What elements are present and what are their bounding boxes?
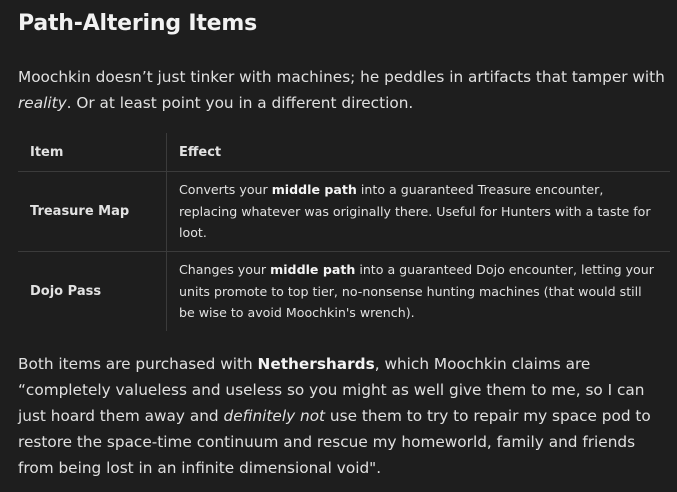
effect-text: into a guaranteed Treasure encounter, replacing whatever was originally there. Useful for Hunters with a taste for loot.	[179, 182, 651, 241]
header-effect: Effect	[167, 133, 671, 172]
outro-paragraph	[18, 351, 670, 481]
table-header-row	[18, 133, 670, 172]
intro-paragraph	[18, 64, 668, 116]
table-row	[18, 252, 670, 332]
outro-italic-phrase: definitely not	[223, 407, 326, 425]
item-name: Dojo Pass	[18, 252, 167, 332]
item-effect	[167, 172, 671, 252]
effect-highlight: middle path	[270, 262, 356, 278]
items-table	[18, 133, 670, 331]
effect-text: Converts your	[179, 182, 272, 198]
item-effect	[167, 252, 671, 332]
intro-italic-word: reality	[18, 94, 67, 112]
header-item: Item	[18, 133, 167, 172]
currency-name: Nethershards	[257, 355, 375, 373]
intro-text-start: Moochkin doesn’t just tinker with machines; he peddles in artifacts that tamper with	[18, 68, 665, 86]
outro-text-start: Both items are purchased with	[18, 355, 258, 373]
effect-text: into a guaranteed Dojo encounter, letting your units promote to top tier, no-nonsense hunting machines (that would still be wise to avoid Moochkin's wrench).	[179, 262, 654, 321]
outro-text-middle: , which Moochkin claims are “completely valueless and useless so you might as well give them to me, so I can just hoard them away and	[18, 355, 645, 425]
item-name: Treasure Map	[18, 172, 167, 252]
intro-text-end: . Or at least point you in a different direction.	[66, 94, 414, 112]
outro-text-end: use them to try to repair my space pod to restore the space-time continuum and rescue my homeworld, family and friends from being lost in an infinite dimensional void".	[18, 407, 651, 477]
section-heading: Path-Altering Items	[18, 11, 257, 36]
effect-highlight: middle path	[271, 182, 357, 198]
effect-text: Changes your	[179, 262, 271, 278]
table-row	[18, 172, 670, 252]
